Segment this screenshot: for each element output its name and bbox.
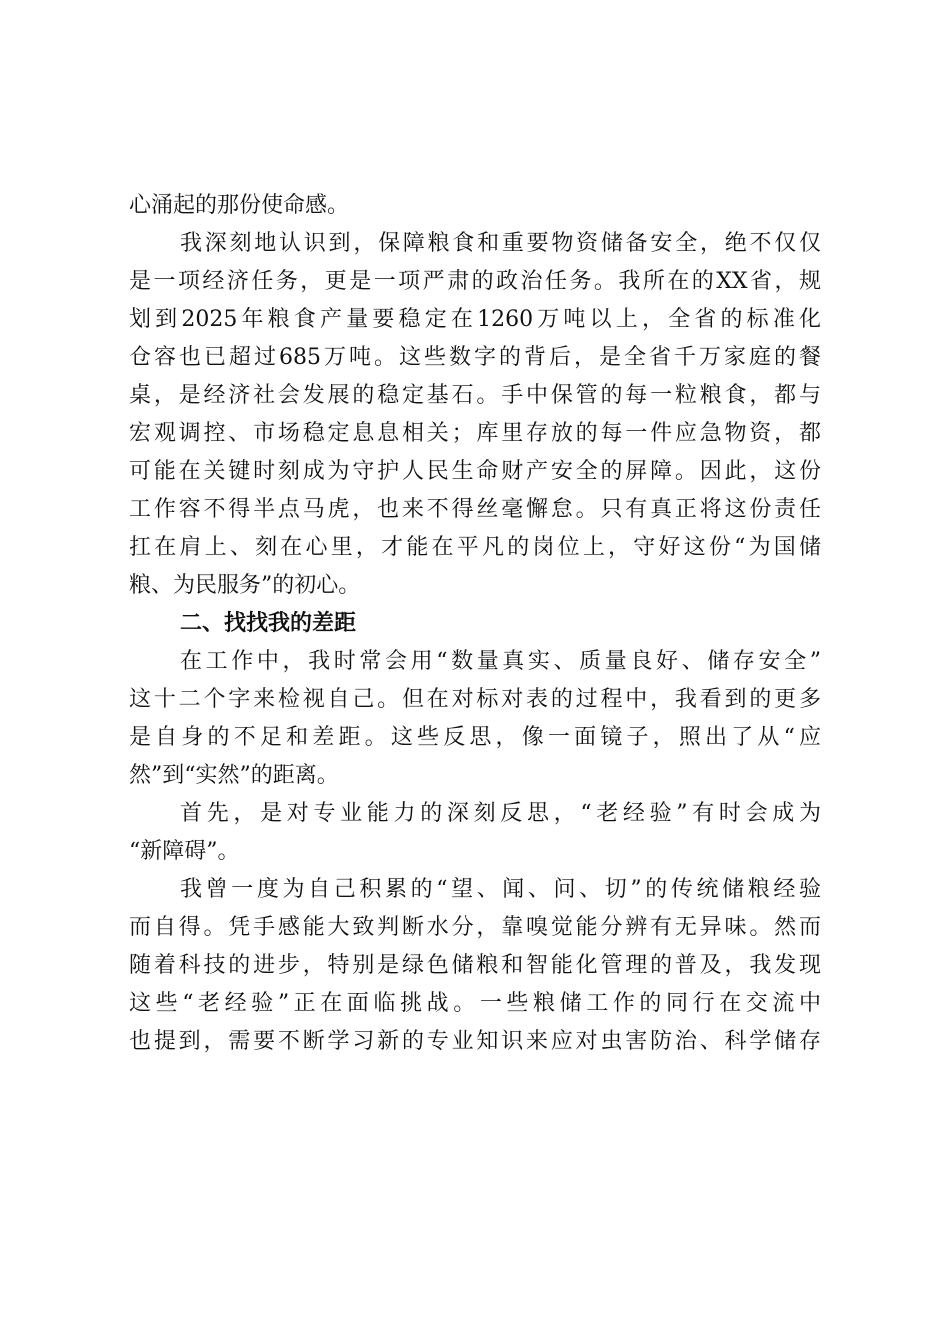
- paragraph-line: “新障碍”。: [129, 839, 240, 864]
- paragraph-line: 划到2025年粮食产量要稳定在1260万吨以上，全省的标准化: [129, 307, 821, 332]
- paragraph-line: 是一项经济任务，更是一项严肃的政治任务。我所在的XX省，规: [129, 269, 821, 294]
- paragraph-line: 心涌起的那份使命感。: [129, 193, 350, 218]
- paragraph-line: 工作容不得半点马虎，也来不得丝毫懈怠。只有真正将这份责任: [129, 497, 821, 522]
- section-heading: 二、找找我的差距: [180, 611, 357, 636]
- paragraph-line: 这十二个字来检视自己。但在对标对表的过程中，我看到的更多: [129, 687, 821, 712]
- paragraph-line: 桌，是经济社会发展的稳定基石。手中保管的每一粒粮食，都与: [129, 383, 821, 408]
- paragraph-line: 我深刻地认识到，保障粮食和重要物资储备安全，绝不仅仅: [180, 231, 821, 256]
- paragraph-line: 是自身的不足和差距。这些反思，像一面镜子，照出了从“应: [129, 725, 821, 750]
- paragraph-line: 这些“老经验”正在面临挑战。一些粮储工作的同行在交流中: [129, 991, 821, 1016]
- paragraph-line: 首先，是对专业能力的深刻反思，“老经验”有时会成为: [180, 801, 821, 826]
- paragraph-line: 随着科技的进步，特别是绿色储粮和智能化管理的普及，我发现: [129, 953, 821, 978]
- paragraph-line: 也提到，需要不断学习新的专业知识来应对虫害防治、科学储存: [129, 1029, 821, 1054]
- paragraph-line: 在工作中，我时常会用“数量真实、质量良好、储存安全”: [180, 649, 821, 674]
- paragraph-line: 然”到“实然”的距离。: [129, 763, 339, 788]
- paragraph-line: 粮、为民服务”的初心。: [129, 573, 361, 598]
- paragraph-line: 仓容也已超过685万吨。这些数字的背后，是全省千万家庭的餐: [129, 345, 821, 370]
- paragraph-line: 可能在关键时刻成为守护人民生命财产安全的屏障。因此，这份: [129, 459, 821, 484]
- paragraph-line: 我曾一度为自己积累的“望、闻、问、切”的传统储粮经验: [180, 877, 821, 902]
- paragraph-line: 宏观调控、市场稳定息息相关；库里存放的每一件应急物资，都: [129, 421, 821, 446]
- paragraph-line: 而自得。凭手感能大致判断水分，靠嗅觉能分辨有无异味。然而: [129, 915, 821, 940]
- paragraph-line: 扛在肩上、刻在心里，才能在平凡的岗位上，守好这份“为国储: [129, 535, 821, 560]
